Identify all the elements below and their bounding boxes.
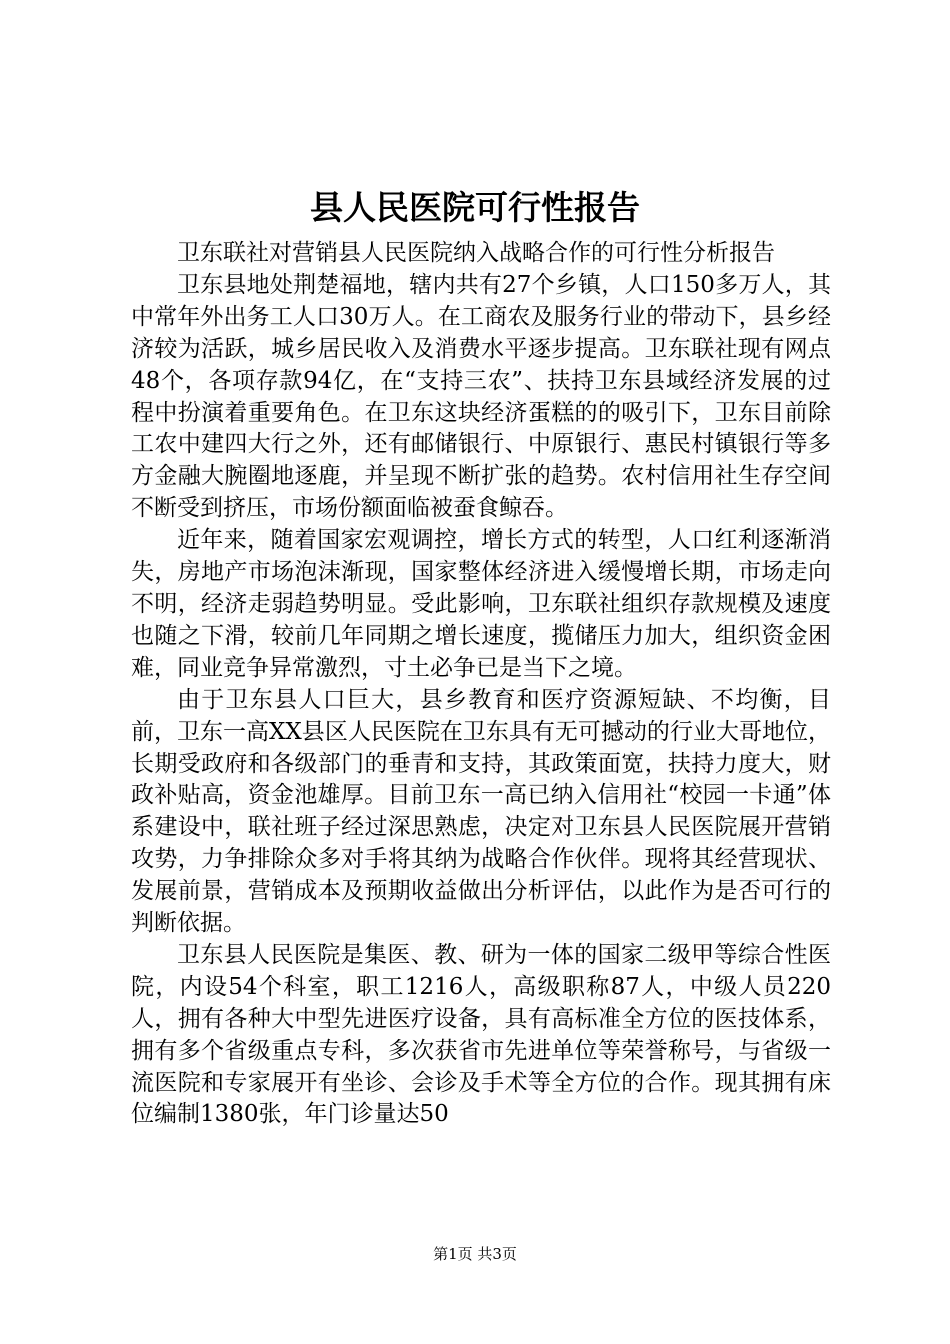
paragraph-marketing-decision: 由于卫东县人口巨大，县乡教育和医疗资源短缺、不均衡，目前，卫东一高XX县区人民医院在卫东具有无可撼动的行业大哥地位，长期受政府和各级部门的垂青和支持，其政策面宽，扶持力度大，财政补贴高，资金池雄厚。目前卫东一高已纳入信用社“校园一卡通”体系建设中，联社班子经过深思熟虑，决定对卫东县人民医院展开营销攻势，力争排除众多对手将其纳为战略合作伙伴。现将其经营现状、发展前景，营销成本及预期收益做出分析评估，以此作为是否可行的判断依据。: [131, 686, 831, 937]
page-footer: 第1页 共3页: [433, 1245, 517, 1263]
paragraph-county-overview: 卫东县地处荆楚福地，辖内共有27个乡镇，人口150多万人，其中常年外出务工人口30万人。在工商农及服务行业的带动下，县乡经济较为活跃，城乡居民收入及消费水平逐步提高。卫东联社现有网点48个，各项存款94亿，在“支持三农”、扶持卫东县域经济发展的过程中扮演着重要角色。在卫东这块经济蛋糕的的吸引下，卫东目前除工农中建四大行之外，还有邮储银行、中原银行、惠民村镇银行等多方金融大腕圈地逐鹿，并呈现不断扩张的趋势。农村信用社生存空间不断受到挤压，市场份额面临被蚕食鲸吞。: [131, 271, 831, 522]
document-body: [131, 238, 831, 1131]
paragraph-hospital-profile: 卫东县人民医院是集医、教、研为一体的国家二级甲等综合性医院，内设54个科室，职工1216人，高级职称87人，中级人员220人，拥有各种大中型先进医疗设备，具有高标准全方位的医技体系，拥有多个省级重点专科，多次获省市先进单位等荣誉称号，与省级一流医院和专家展开有坐诊、会诊及手术等全方位的合作。现其拥有床位编制1380张，年门诊量达50: [131, 941, 831, 1128]
document-title: 县人民医院可行性报告: [310, 188, 640, 227]
paragraph-economic-situation: 近年来，随着国家宏观调控，增长方式的转型，人口红利逐渐消失，房地产市场泡沫渐现，国家整体经济进入缓慢增长期，市场走向不明，经济走弱趋势明显。受此影响，卫东联社组织存款规模及速度也随之下滑，较前几年同期之增长速度，揽储压力加大，组织资金困难，同业竞争异常激烈，寸土必争已是当下之境。: [131, 527, 831, 681]
paragraph-subtitle: 卫东联社对营销县人民医院纳入战略合作的可行性分析报告: [177, 240, 775, 266]
